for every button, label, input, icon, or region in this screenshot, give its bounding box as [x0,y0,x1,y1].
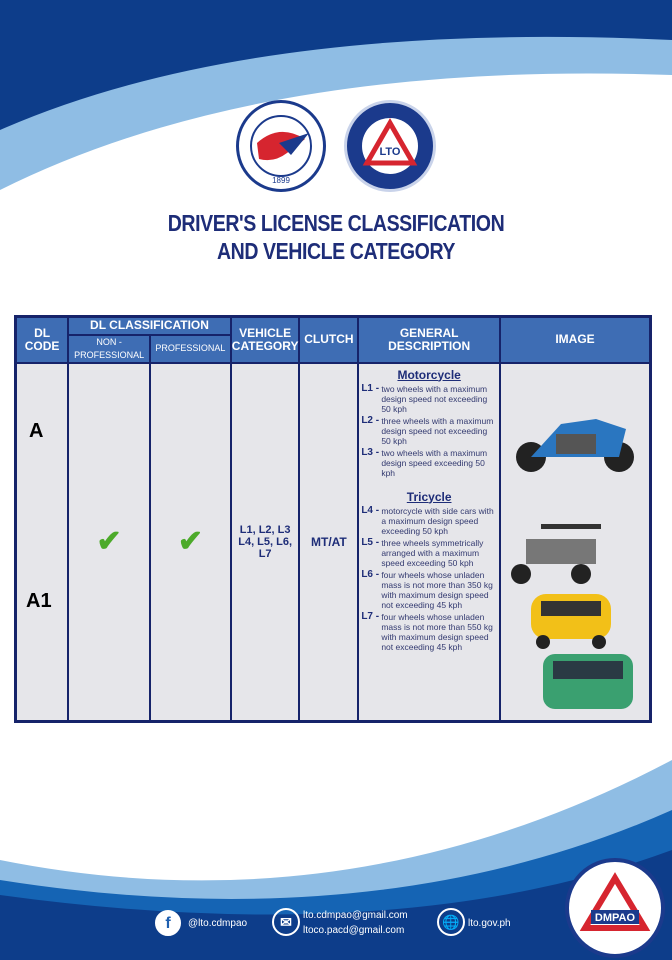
header-non-professional: NON - PROFESSIONAL [68,335,150,363]
dl-code-a1: A1 [26,590,52,612]
category-item [361,612,497,652]
header-dl-classification: DL CLASSIFICATION [68,317,231,335]
vehicle-images [501,369,649,709]
category-text: two wheels with a maximum design speed exceeding 50 kph [381,447,488,478]
check-icon: ✔ [96,525,122,559]
category-code: L4 - [361,504,380,516]
category-text: motorcycle with side cars with a maximum design speed exceeding 50 kph [381,505,494,536]
facebook-handle[interactable]: @lto.cdmpao [188,918,248,929]
header-general-description: GENERAL DESCRIPTION [358,317,500,363]
tricycle-image [511,524,601,584]
category-item [361,506,497,536]
svg-text:1899: 1899 [272,176,290,185]
header-professional: PROFESSIONAL [150,335,231,363]
category-text: four wheels whose unladen mass is not more than 350 kg with maximum design speed not exceeding 45 kph [381,569,493,610]
vehicle-category-cell: L1, L2, L3 L4, L5, L6, L7 [231,363,300,722]
title-line-2: AND VEHICLE CATEGORY [216,238,456,264]
dmpao-logo [565,858,665,958]
header-clutch: CLUTCH [299,317,358,363]
green-car-image [543,654,633,709]
category-item [361,538,497,568]
motorcycle-image [516,419,634,472]
category-item [361,384,497,414]
lto-logo [344,100,436,192]
title-line-1: DRIVER'S LICENSE CLASSIFICATION [167,210,505,236]
category-item [361,448,497,478]
svg-text:DMPAO: DMPAO [594,912,636,924]
header-vehicle-category: VEHICLE CATEGORY [231,317,300,363]
general-description-cell [358,363,500,722]
facebook-icon[interactable]: f [155,910,181,936]
email-2[interactable]: ltoco.pacd@gmail.com [303,925,405,936]
header-image: IMAGE [500,317,651,363]
dotr-logo [236,100,326,192]
motorcycle-heading: Motorcycle [397,367,461,382]
dl-code-a: A [29,420,44,442]
category-code: L2 - [361,414,380,426]
category-code: L3 - [361,446,380,458]
clutch-cell: MT/AT [299,363,358,722]
yellow-car-image [531,594,611,649]
category-code: L6 - [361,568,380,580]
category-item [361,570,497,610]
non-professional-cell [68,363,150,722]
header-dl-code: DL CODE [16,317,69,363]
globe-icon: 🌐 [437,908,465,936]
email-1[interactable]: lto.cdmpao@gmail.com [303,910,408,921]
svg-text:LTO: LTO [379,146,401,158]
category-text: three wheels symmetrically arranged with a maximum speed exceeding 50 kph [381,537,484,568]
license-classification-table [14,315,652,723]
category-code: L1 - [361,382,380,394]
website-link[interactable]: lto.gov.ph [468,918,511,929]
dl-code-cell [16,363,69,722]
email-icon: ✉ [272,908,300,936]
category-item [361,416,497,446]
category-text: four wheels whose unladen mass is not more than 550 kg with maximum design speed not exceeding 45 kph [381,611,493,652]
image-cell [500,363,651,722]
check-icon: ✔ [177,525,203,559]
tricycle-heading: Tricycle [406,489,452,504]
category-text: three wheels with a maximum design speed not exceeding 50 kph [381,415,494,446]
category-text: two wheels with a maximum design speed not exceeding 50 kph [381,383,488,414]
category-code: L5 - [361,536,380,548]
professional-cell [150,363,231,722]
category-code: L7 - [361,610,380,622]
